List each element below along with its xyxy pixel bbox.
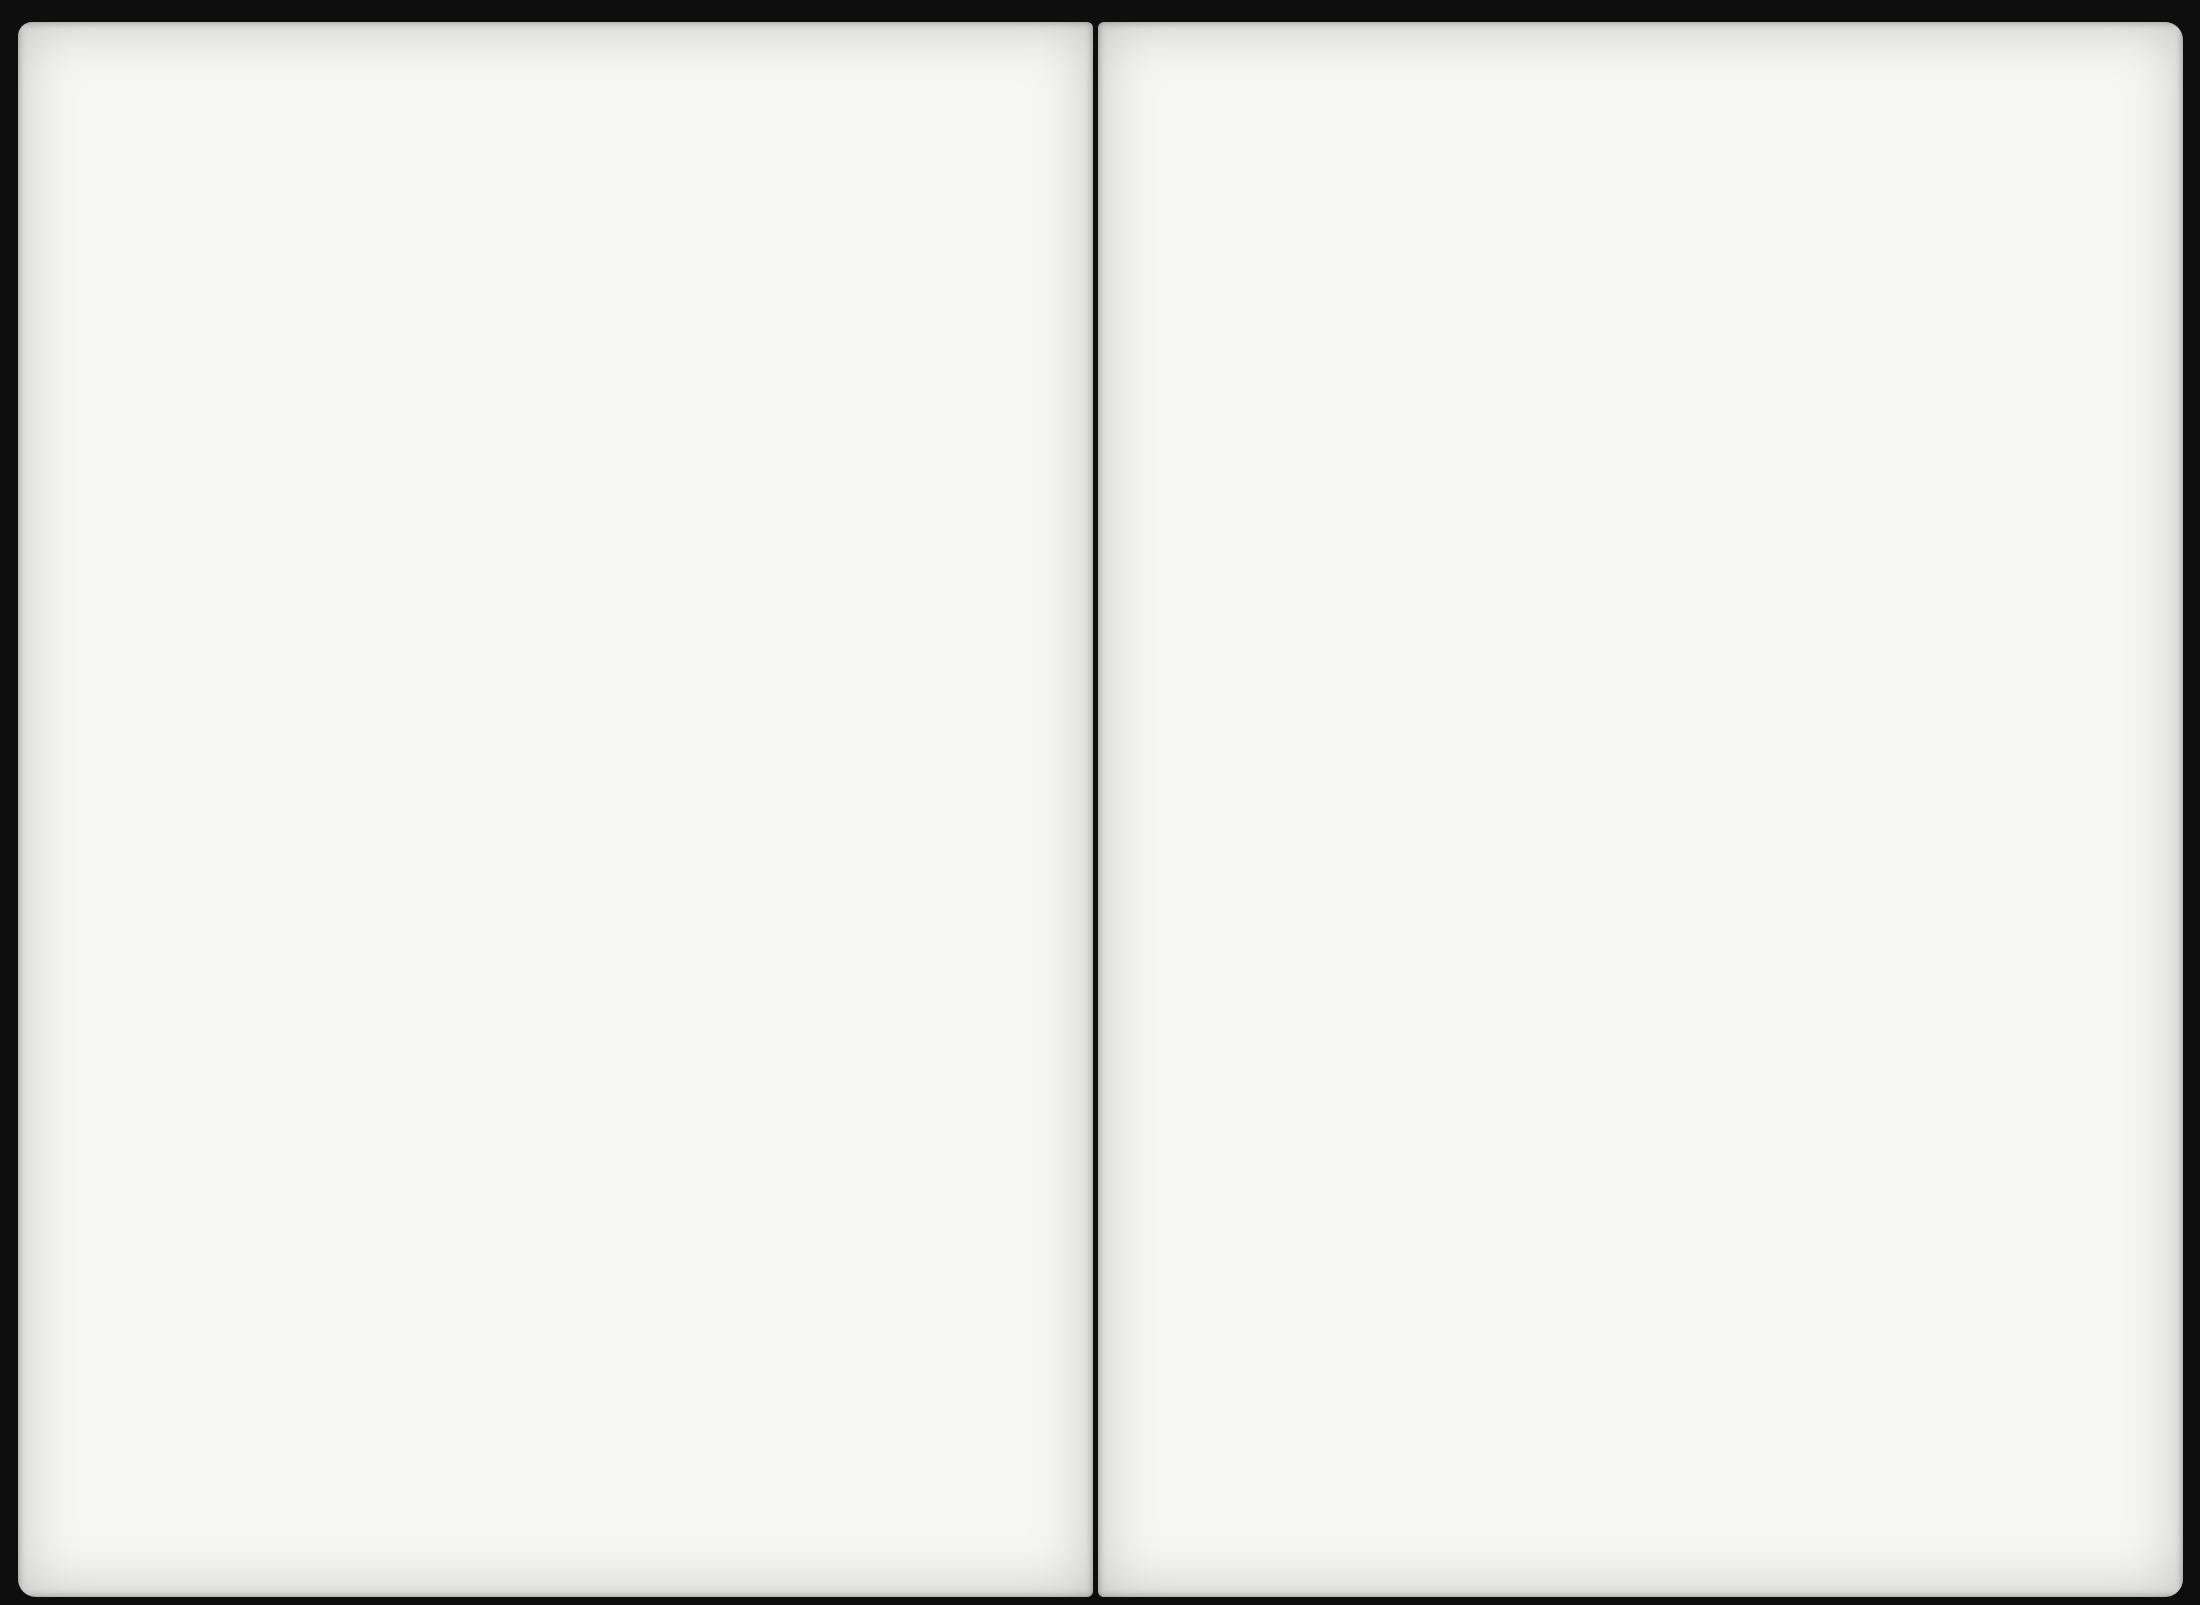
right-ruling	[1098, 22, 2183, 1597]
right-page	[1098, 22, 2183, 1597]
reading-label	[598, 158, 622, 278]
left-page	[18, 22, 1093, 1597]
proven-label	[845, 158, 877, 276]
left-ruling	[18, 22, 1093, 1597]
